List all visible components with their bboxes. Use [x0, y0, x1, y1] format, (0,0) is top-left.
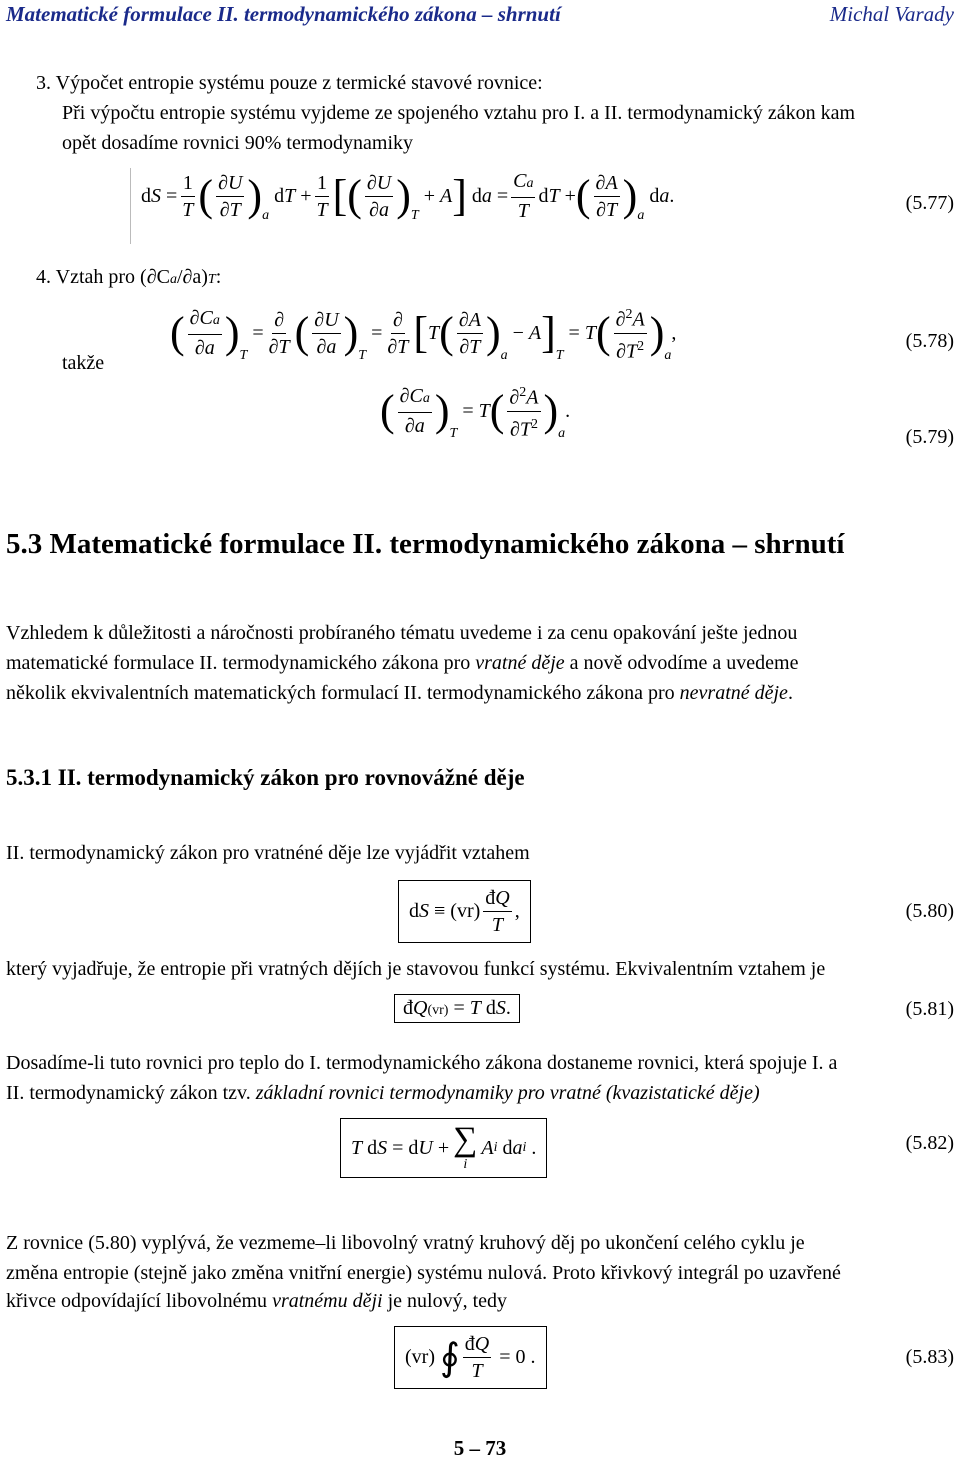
- subsection-p4-em: základní rovnici termodynamiky pro vratné (kvazistatické děje): [255, 1082, 760, 1104]
- subsection-p4-a: II. termodynamický zákon tzv.: [6, 1082, 256, 1104]
- item4-label: 4. Vztah pro (∂Ca/∂a)T:: [36, 266, 222, 288]
- subsection-p7-a: křivce odpovídající libovolnému: [6, 1290, 273, 1312]
- item4-label-end: :: [215, 266, 222, 288]
- equation-5-83: (vr) ∮ $\frac{đQ}{T}$ = 0 .: [394, 1326, 547, 1389]
- header-title: Matematické formulace II. termodynamického zákona – shrnutí: [6, 2, 561, 26]
- section-para3-c: .: [787, 682, 793, 704]
- item4-label-tail: /∂a): [176, 266, 208, 288]
- section-para3-a: několik ekvivalentních matematických formulací II. termodynamického zákona pro: [6, 682, 680, 704]
- eqno-5-81: (5.81): [905, 998, 954, 1020]
- section-para2-c: a nově odvodíme a uvedeme: [564, 652, 799, 674]
- subsection-p6: změna entropie (stejně jako změna vnitřní energie) systému nulová. Proto křivkový integrál po uzavřené: [6, 1262, 841, 1284]
- item4-label-start: 4. Vztah pro (∂C: [36, 266, 170, 288]
- item3-line2: Při výpočtu entropie systému vyjdeme ze spojeného vztahu pro I. a II. termodynamický zákon kam: [62, 102, 856, 124]
- eqno-5-77: (5.77): [905, 192, 954, 214]
- subsection-p7-c: je nulový, tedy: [382, 1290, 508, 1312]
- section-para2: [6, 648, 954, 678]
- subsection-p2: který vyjadřuje, že entropie při vratných dějích je stavovou funkcí systému. Ekvivalentním vztahem je: [6, 958, 826, 980]
- running-header: [6, 2, 954, 32]
- subsection-p1: II. termodynamický zákon pro vratnéné děje lze vyjádřit vztahem: [6, 842, 530, 864]
- equation-5-82: T d S = d U + ∑ i A i d a i .: [340, 1118, 547, 1178]
- header-author: Michal Varady: [829, 2, 954, 26]
- section-para2-a: matematické formulace II. termodynamického zákona pro: [6, 652, 476, 674]
- section-title: 5.3 Matematické formulace II. termodynamického zákona – shrnutí: [6, 528, 845, 560]
- item3-line1: 3. Výpočet entropie systému pouze z termické stavové rovnice:: [36, 72, 543, 94]
- section-para1: Vzhledem k důležitosti a náročnosti probíraného tématu uvedeme i za cenu opakování ješte jednou: [6, 622, 798, 644]
- subsection-p7-em: vratnému ději: [272, 1290, 383, 1312]
- subsection-p3: Dosadíme-li tuto rovnici pro teplo do I. termodynamického zákona dostaneme rovnici, která spojuje I. a: [6, 1052, 838, 1074]
- section-para2-em: vratné děje: [475, 652, 565, 674]
- eqno-5-79: (5.79): [905, 426, 954, 448]
- item3-line3: opět dosadíme rovnici 90% termodynamiky: [62, 132, 414, 154]
- equation-5-81: đQ(vr) = T dS.: [394, 994, 520, 1023]
- takze-label: takže: [62, 352, 105, 374]
- equation-5-79: ( $\frac{\partial Ca}{\partial a}$ ) T = T ( $\frac{\partial^2A}{\partial T^2}$ ) a .: [380, 380, 570, 442]
- subsection-p5: Z rovnice (5.80) vyplývá, že vezmeme–li libovolný vratný kruhový děj po ukončení celého cyklu je: [6, 1232, 805, 1254]
- section-para3: [6, 678, 954, 708]
- equation-5-78: ( $\frac{\partial Ca}{\partial a}$ ) T = $\frac{\partial}{\partial T}$ ( $\frac{\partial U}{\partial a}$ ) T = $\frac{\partial}{\partial T}$ [ T ( $\frac{\partial A}{\partial T}$ ) a − A ] T = T ( $\frac{\partial^2A}{\partial T^2}$ ) a ,: [170, 302, 676, 364]
- subsection-title: 5.3.1 II. termodynamický zákon pro rovnovážné děje: [6, 765, 525, 790]
- equation-5-80: d S ≡ (vr) $\frac{đQ}{T}$ ,: [398, 880, 531, 943]
- subsection-p4: [6, 1078, 954, 1108]
- subsection-p7: [6, 1286, 954, 1316]
- eqno-5-78: (5.78): [905, 330, 954, 352]
- equation-5-77: d S = $\frac{1}{T}$ ( $\frac{\partial U}{\partial T}$ ) a d T + $\frac{1}{T}$ [ ( $\frac{\partial U}{\partial a}$ ) T + A ] d a = $\frac{Ca}{T}$ d T + ( $\frac{\partial A}{\partial T}$ ) a d a .: [130, 168, 931, 244]
- eqno-5-82: (5.82): [905, 1132, 954, 1154]
- page-footer: 5 – 73: [453, 1436, 507, 1460]
- section-para3-em: nevratné děje: [679, 682, 788, 704]
- eqno-5-83: (5.83): [905, 1346, 954, 1368]
- eqno-5-80: (5.80): [905, 900, 954, 922]
